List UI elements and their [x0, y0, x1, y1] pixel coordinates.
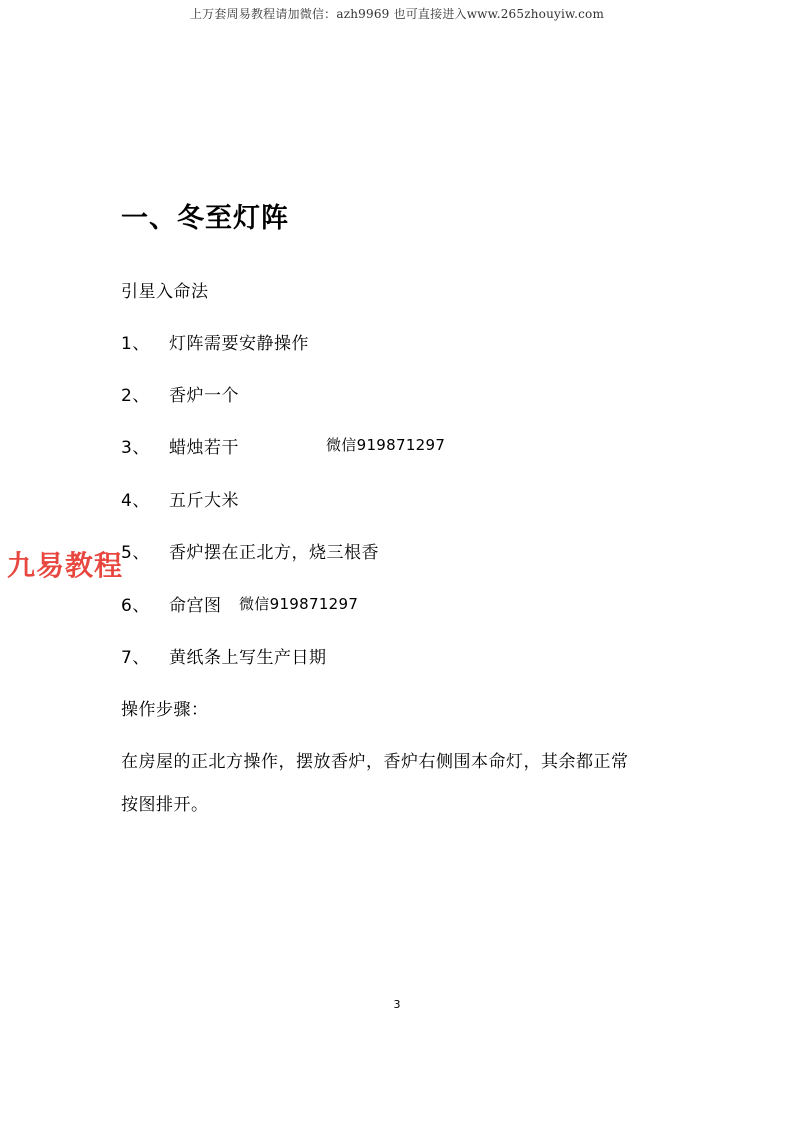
list-item [121, 643, 327, 668]
list-item [121, 329, 309, 354]
page-title: 一、冬至灯阵 [121, 203, 289, 234]
list-item-number: 3、 [121, 438, 150, 458]
steps-heading: 操作步骤： [121, 700, 209, 720]
wechat-note: 微信919871297 [326, 436, 446, 454]
list-item-text: 蜡烛若干 [169, 438, 239, 458]
list-item [121, 486, 239, 511]
list-item [121, 433, 239, 458]
list-item [121, 381, 239, 406]
list-item-number: 1、 [121, 334, 150, 354]
subtitle: 引星入命法 [121, 282, 209, 302]
list-item-text: 黄纸条上写生产日期 [169, 648, 327, 668]
list-item-text: 命宫图 [169, 596, 222, 616]
list-item-text: 灯阵需要安静操作 [169, 334, 309, 354]
paragraph-line: 在房屋的正北方操作，摆放香炉，香炉右侧围本命灯，其余都正常 [121, 752, 629, 772]
list-item-number: 5、 [121, 543, 150, 563]
list-item-number: 2、 [121, 386, 150, 406]
wechat-note: 微信919871297 [239, 595, 359, 613]
list-item-text: 香炉一个 [169, 386, 239, 406]
paragraph-line: 按图排开。 [121, 795, 209, 815]
list-item-number: 6、 [121, 596, 150, 616]
list-item-text: 香炉摆在正北方，烧三根香 [169, 543, 379, 563]
list-item-text: 五斤大米 [169, 491, 239, 511]
list-item [121, 538, 379, 563]
watermark-logo: 九易教程 [7, 549, 124, 582]
page-number: 3 [393, 998, 401, 1011]
list-item-number: 7、 [121, 648, 150, 668]
list-item-number: 4、 [121, 491, 150, 511]
list-item [121, 591, 222, 616]
page-header: 上万套周易教程请加微信：azh9969 也可直接进入www.265zhouyiw.com [189, 7, 605, 21]
